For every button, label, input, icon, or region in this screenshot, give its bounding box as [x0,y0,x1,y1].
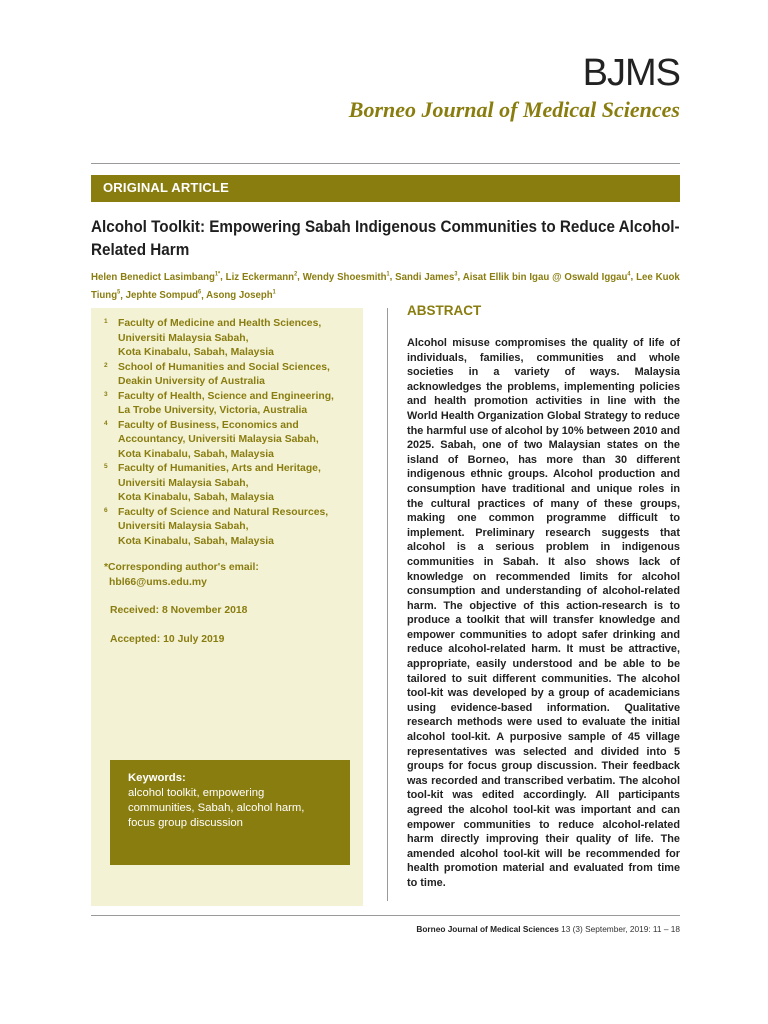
author-affiliation-mark: 1* [214,271,221,277]
affiliation-number: 6 [104,506,108,514]
affiliation-item [101,462,359,506]
affiliation-number: 2 [104,361,108,369]
keywords-text: alcohol toolkit, empowering communities, Sabah, alcohol harm, focus group discussion [128,787,305,829]
author-name: Lee Kuok Tiung [91,270,680,301]
author-name: Liz Eckermann [225,270,295,283]
affiliation-line: Deakin University of Australia [118,376,265,387]
affiliation-line: Kota Kinabalu, Sabah, Malaysia [118,448,274,460]
affiliation-line: Faculty of Business, Economics and [118,419,299,431]
author-affiliation-mark: 2 [294,271,298,277]
author [395,271,457,283]
author-affiliation-mark: 1 [386,271,390,277]
author [206,289,276,301]
author [91,271,220,283]
affiliation-item [101,390,359,419]
author-name: Wendy Shoesmith [302,270,387,283]
author [226,271,297,283]
affiliation-line: Kota Kinabalu, Sabah, Malaysia [118,492,274,503]
page-footer [416,924,680,934]
affiliation-line: Universiti Malaysia Sabah, [118,521,249,532]
article-type-banner: ORIGINAL ARTICLE [91,175,680,202]
author-name: Jephte Sompud [125,289,199,301]
affiliation-line: La Trobe University, Victoria, Australia [118,405,308,416]
keywords-box [110,760,350,865]
author-affiliation-mark: 4 [627,271,631,277]
author [303,271,390,283]
affiliation-line: Kota Kinabalu, Sabah, Malaysia [118,347,274,358]
journal-title: Borneo Journal of Medical Sciences [348,97,680,122]
abstract-heading: ABSTRACT [407,303,482,318]
top-divider [91,163,680,164]
affiliation-line: Faculty of Humanities, Arts and Heritage, [118,463,321,474]
corresponding-label: *Corresponding author's email: [104,562,259,573]
author-name: Asong Joseph [206,289,273,301]
article-title: Alcohol Toolkit: Empowering Sabah Indigenous Communities to Reduce Alcohol-Related Harm [91,218,680,259]
affiliation-number: 4 [104,419,108,427]
corresponding-author [104,561,259,590]
author-list: Helen Benedict Lasimbang$^{1*}$, Liz Eckermann$^2$, Wendy Shoesmith$^1$, Sandi James$^3$, Aisat Ellik bin Igau @ Oswald Iggau$^4$, Lee Kuok Tiung$^5$, Jephte Sompud$^6$, Asong Joseph$^1$ [91,270,680,301]
affiliation-line: School of Humanities and Social Sciences, [118,361,330,373]
affiliation-list [101,317,359,549]
abstract-text: Alcohol misuse compromises the quality of life of individuals, families, communities and whole societies in a variety of ways. Malaysia acknowledges the problems, implementing policies and health promotion activities in line with the World Health Organization Global Strategy to reduce the harmful use of alcohol by 10% between 2010 and 2025. Sabah, one of two Malaysian states on the island of Borneo, has more than 30 different indigenous ethnic groups. Alcohol production and consumption have traditional and unique roles in the cultural practices of many of these groups, making one common programme difficult to implement. Preliminary research suggests that alcohol is a serious problem in indigenous communities in Sabah. It also shows lack of knowledge on recommended limits for alcohol consumption and understanding of alcohol-related harm. The objective of this action-research is to produce a toolkit that will transfer knowledge and empower communities to adopt safer drinking and reduce alcohol-related harm. It must be attractive, appropriate, easily understood and be able to be tailored to suit different communities. The alcohol tool-kit was developed by a group of academicians using evidence-based information. Qualitative research methods were used to evaluate the initial alcohol tool-kit. A purposive sample of 45 village representatives was selected and divided into 5 groups for focus group discussion. Their feedback was recorded and transcribed verbatim. The alcohol tool-kit was edited accordingly. All participants agreed the alcohol tool-kit was important and can empower communities to reduce alcohol-related harm directly improving their quality of life. The amended alcohol tool-kit will be recommended for health promotion material and evaluated from time to time. [407,337,680,889]
author-affiliation-mark: 1 [272,289,276,296]
author [126,289,202,301]
bottom-divider [91,915,680,916]
received-date: Received: 8 November 2018 [110,605,248,616]
affiliation-number: 5 [104,463,108,470]
footer-citation: 13 (3) September, 2019: 11 – 18 [561,924,680,934]
author-name: Sandi James [395,270,455,283]
affiliation-line: Accountancy, Universiti Malaysia Sabah, [118,434,319,445]
affiliation-line: Faculty of Medicine and Health Sciences, [118,318,322,329]
affiliation-line: Universiti Malaysia Sabah, [118,332,249,344]
corresponding-email[interactable]: hbl66@ums.edu.my [109,576,207,588]
keywords-label: Keywords: [128,772,186,784]
author-name: Aisat Ellik bin Igau @ Oswald Iggau [462,270,628,283]
author-affiliation-mark: 3 [454,271,458,277]
affiliation-number: 3 [104,390,108,398]
affiliation-line: Faculty of Science and Natural Resources, [118,506,329,518]
affiliation-item [101,419,359,463]
author-affiliation-mark: 5 [117,289,121,296]
affiliation-panel [91,308,363,906]
author-affiliation-mark: 6 [198,289,202,296]
journal-logo: BJMS [582,52,680,94]
footer-journal-name: Borneo Journal of Medical Sciences [416,924,559,934]
column-divider [387,308,388,901]
affiliation-item [101,317,359,361]
affiliation-item [101,361,359,390]
accepted-date: Accepted: 10 July 2019 [110,634,225,645]
author-name: Helen Benedict Lasimbang [91,270,215,283]
affiliation-line: Kota Kinabalu, Sabah, Malaysia [118,535,274,547]
affiliation-item [101,506,359,550]
author [463,271,631,283]
affiliation-line: Universiti Malaysia Sabah, [118,477,249,489]
affiliation-number: 1 [104,318,108,325]
affiliation-line: Faculty of Health, Science and Engineering, [118,390,334,402]
